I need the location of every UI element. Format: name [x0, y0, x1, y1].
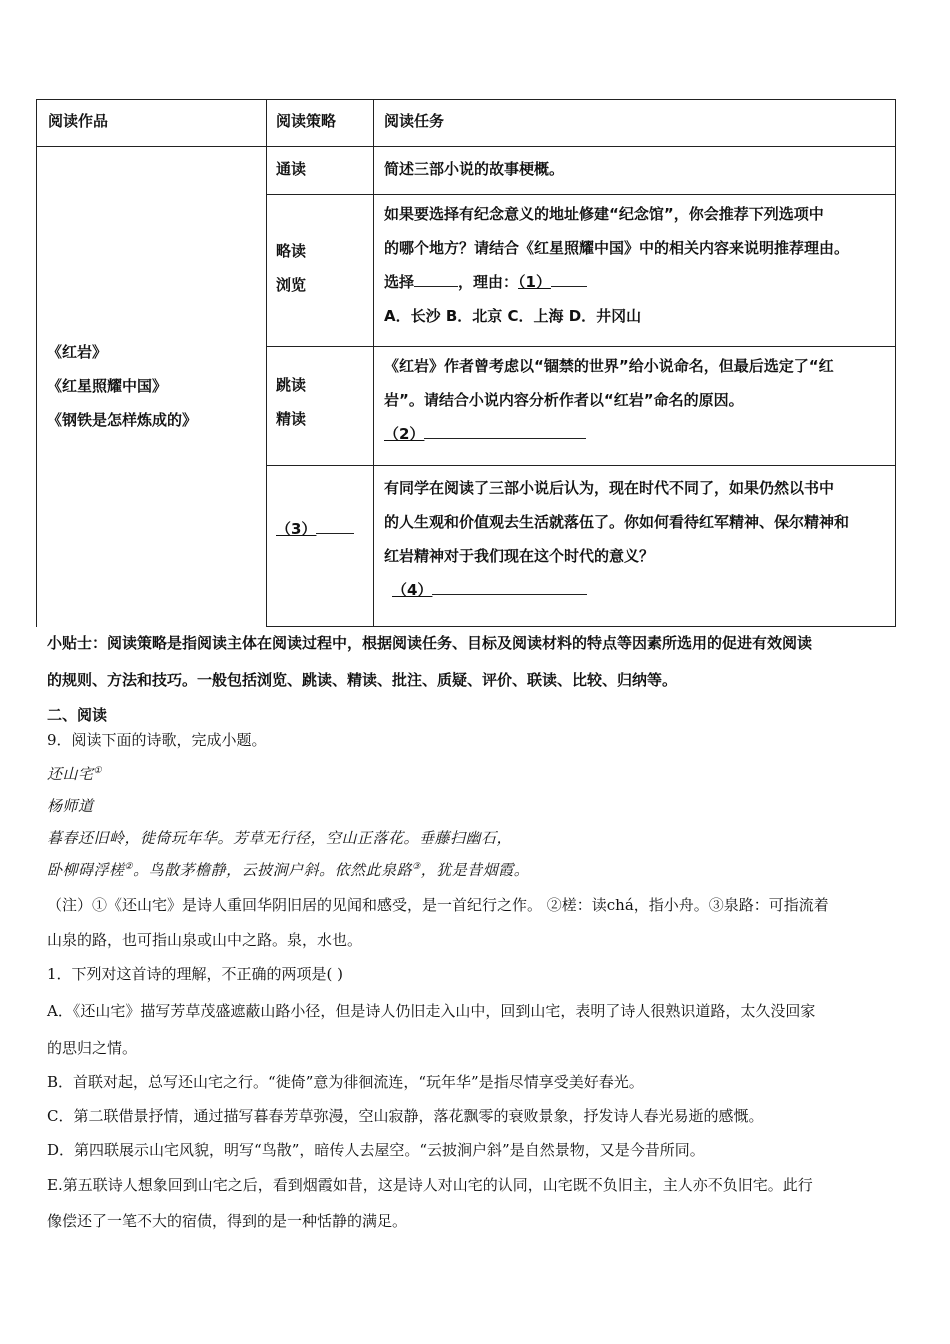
answer-blank-2-line[interactable] [424, 422, 586, 439]
answer-blank-3[interactable]: （3） [276, 520, 317, 538]
poem-line: 暮春还旧岭，徙倚玩年华。芳草无行径，空山正落花。垂藤扫幽石， [47, 829, 513, 847]
table-border-left [36, 99, 37, 627]
task-line: 有同学在阅读了三部小说后认为，现在时代不同了，如果仍然以书中 [384, 479, 835, 497]
task-hongyan-title [384, 349, 834, 451]
reason-label: ，理由： [458, 273, 519, 291]
option-a: A．《还山宅》描写芳草茂盛遮蔽山路小径，但是诗人仍旧走入山中，回到山宅，表明了诗人很熟识道路，太久没回家 [47, 1002, 816, 1020]
answer-line-2 [384, 417, 834, 451]
poem-segment: 。鸟散茅檐静，云披涧户斜。依然此泉路 [133, 861, 413, 879]
tip-line: 的规则、方法和技巧。一般包括浏览、跳读、精读、批注、质疑、评价、联读、比较、归纳等。 [47, 671, 678, 689]
task-line: 如果要选择有纪念意义的地址修建“纪念馆”，你会推荐下列选项中 [384, 205, 824, 223]
reading-strategy-table [36, 99, 896, 627]
poem-segment: ，犹是昔烟霞。 [420, 861, 530, 879]
reading-works-list [47, 335, 197, 437]
task-line: 红岩精神对于我们现在这个时代的意义？ [384, 547, 655, 565]
poem-segment: 卧柳碍浮槎 [47, 861, 125, 879]
header-reading-strategy: 阅读策略 [276, 112, 337, 130]
choice-options: A．长沙 B．北京 C．上海 D．井冈山 [384, 307, 642, 325]
choice-label: 选择 [384, 273, 415, 291]
section-title: 二、阅读 [47, 706, 108, 724]
answer-blank-4[interactable]: （4） [392, 581, 433, 599]
option-e: E.第五联诗人想象回到山宅之后，看到烟霞如昔，这是诗人对山宅的认同，山宅既不负旧主，主人亦不负旧宅。此行 [47, 1176, 813, 1194]
table-border-top [36, 99, 896, 100]
strategy-blank-3 [276, 517, 354, 539]
table-row-divider [266, 465, 896, 466]
answer-blank-1-line[interactable] [551, 270, 587, 287]
work-title: 《钢铁是怎样炼成的》 [47, 411, 198, 429]
poem-title [47, 763, 102, 784]
answer-blank-3-line[interactable] [316, 517, 354, 534]
poem-notes: （注）①《还山宅》是诗人重回华阴旧居的见闻和感受，是一首纪行之作。 ②槎：读chá，指小舟。③泉路：可指流着 [47, 896, 829, 914]
poem-notes: 山泉的路，也可指山泉或山中之路。泉，水也。 [47, 931, 363, 949]
poem-author: 杨师道 [47, 797, 94, 815]
strategy-word: 精读 [276, 410, 307, 428]
footnote-marker: ② [124, 862, 134, 872]
strategy-browse [276, 234, 306, 302]
table-col-divider [373, 99, 374, 627]
table-col-divider [266, 99, 267, 627]
task-summary: 简述三部小说的故事梗概。 [384, 160, 565, 178]
strategy-word: 浏览 [276, 276, 307, 294]
option-e-cont: 像偿还了一笔不大的宿债，得到的是一种恬静的满足。 [47, 1212, 408, 1230]
table-border-bottom [266, 626, 896, 627]
option-b: B．首联对起，总写还山宅之行。“徙倚”意为徘徊流连，“玩年华”是指尽情享受美好春光。 [47, 1073, 644, 1091]
task-memorial-hall [384, 197, 849, 333]
task-line: 的哪个地方？请结合《红星照耀中国》中的相关内容来说明推荐理由。 [384, 239, 850, 257]
work-title: 《红岩》 [47, 343, 108, 361]
strategy-jump-read [276, 368, 306, 436]
strategy-word: 跳读 [276, 376, 307, 394]
option-c: C．第二联借景抒情，通过描写暮春芳草弥漫，空山寂静，落花飘零的衰败景象，抒发诗人春光易逝的感慨。 [47, 1107, 764, 1125]
task-line: 《红岩》作者曾考虑以“锢禁的世界”给小说命名，但最后选定了“红 [384, 357, 834, 375]
question-intro: 9．阅读下面的诗歌，完成小题。 [47, 731, 267, 749]
task-line: 岩”。请结合小说内容分析作者以“红岩”命名的原因。 [384, 391, 744, 409]
answer-blank-4-line[interactable] [432, 578, 587, 595]
choice-line [384, 265, 849, 299]
work-title: 《红星照耀中国》 [47, 377, 168, 395]
table-row-divider [266, 194, 896, 195]
footnote-marker: ① [93, 766, 103, 776]
poem-title-text: 还山宅 [47, 765, 94, 783]
option-d: D．第四联展示山宅风貌，明写“鸟散”，暗传人去屋空。“云披涧户斜”是自然景物，又是今昔所同。 [47, 1141, 705, 1159]
strategy-word: 略读 [276, 242, 307, 260]
poem-line [47, 859, 529, 880]
answer-line-4 [384, 573, 849, 607]
header-reading-work: 阅读作品 [48, 112, 109, 130]
table-header-divider [36, 146, 896, 147]
tip-line: 小贴士：阅读策略是指阅读主体在阅读过程中，根据阅读任务、目标及阅读材料的特点等因素所选用的促进有效阅读 [47, 634, 813, 652]
answer-blank-2[interactable]: （2） [384, 425, 425, 443]
table-row-divider [266, 346, 896, 347]
strategy-skim-through: 通读 [276, 160, 307, 178]
option-a-cont: 的思归之情。 [47, 1039, 138, 1057]
task-spirit-meaning [384, 471, 849, 607]
sub-question-stem: 1．下列对这首诗的理解，不正确的两项是( ) [47, 965, 344, 983]
footnote-marker: ③ [412, 862, 421, 872]
header-reading-task: 阅读任务 [384, 112, 445, 130]
table-border-right [895, 99, 896, 627]
task-line: 的人生观和价值观去生活就落伍了。你如何看待红军精神、保尔精神和 [384, 513, 850, 531]
answer-blank-1[interactable]: （1） [518, 273, 551, 291]
choice-blank[interactable] [414, 270, 458, 287]
